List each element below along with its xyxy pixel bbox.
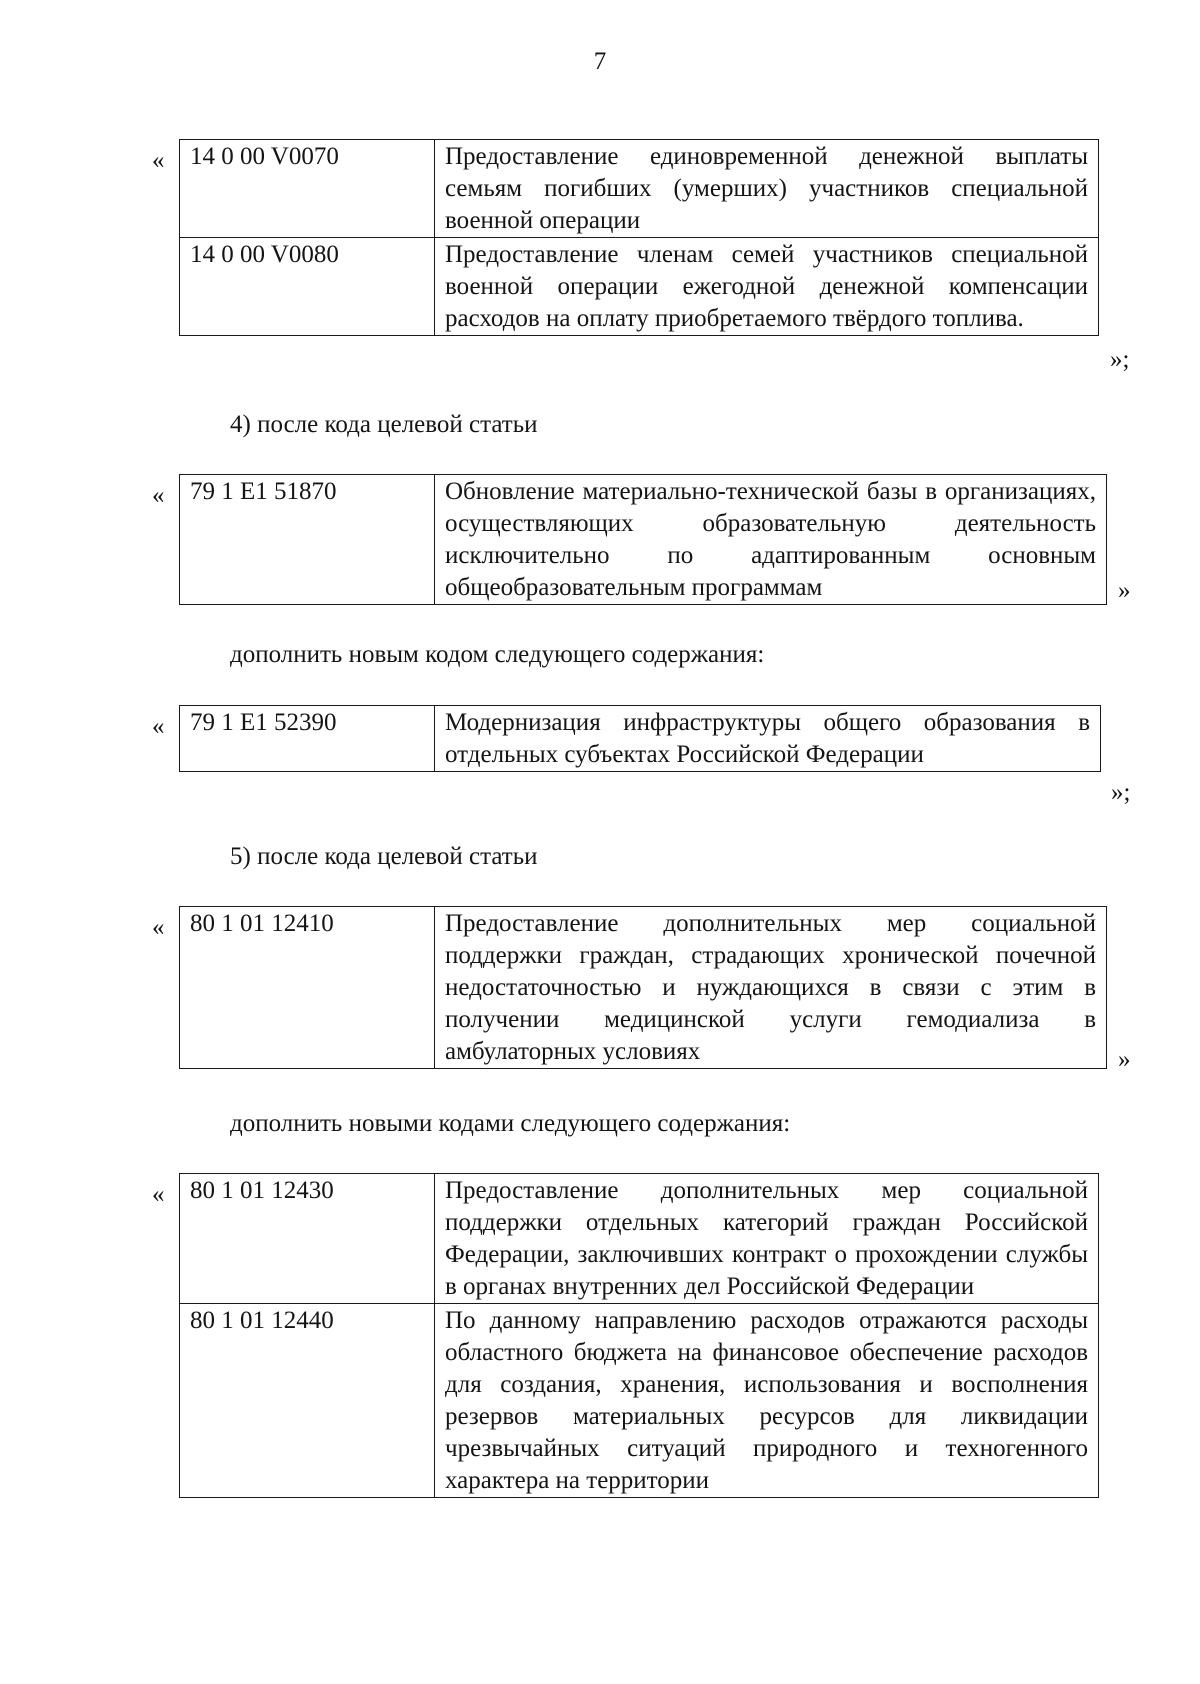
code-table (179, 474, 1107, 605)
page-number: 7 (593, 48, 607, 75)
code-cell: 14 0 00 V0070 (180, 140, 435, 238)
code-cell: 14 0 00 V0080 (180, 238, 435, 336)
code-cell: 79 1 E1 52390 (180, 706, 435, 772)
opening-quote: « (152, 713, 165, 740)
closing-quote: »; (1111, 779, 1131, 806)
code-cell: 80 1 01 12430 (180, 1174, 435, 1304)
description-cell: Предоставление членам семей участников специальной военной операции ежегодной денежной компенсации расходов на оплату приобретаемого твёрдого топлива. (435, 238, 1099, 336)
code-table (179, 705, 1101, 772)
opening-quote: « (152, 482, 165, 509)
instruction-text: дополнить новым кодом следующего содержания: (230, 641, 765, 668)
table-row (180, 238, 1099, 336)
instruction-text: 5) после кода целевой статьи (230, 843, 538, 870)
code-cell: 79 1 E1 51870 (180, 475, 435, 605)
table-row (180, 706, 1101, 772)
code-table (179, 139, 1099, 336)
description-cell: Обновление материально-технической базы в организациях, осуществляющих образовательную деятельность исключительно по адаптированным основным общеобразовательным программам (435, 475, 1107, 605)
closing-quote: » (1118, 1046, 1131, 1073)
code-table (179, 1173, 1099, 1498)
opening-quote: « (152, 914, 165, 941)
code-cell: 80 1 01 12410 (180, 907, 435, 1069)
table-row (180, 475, 1107, 605)
code-cell: 80 1 01 12440 (180, 1304, 435, 1498)
opening-quote: « (152, 147, 165, 174)
code-table (179, 906, 1107, 1069)
description-cell: Предоставление единовременной денежной выплаты семьям погибших (умерших) участников специальной военной операции (435, 140, 1099, 238)
description-cell: Предоставление дополнительных мер социальной поддержки отдельных категорий граждан Российской Федерации, заключивших контракт о прохождении службы в органах внутренних дел Российской Федерации (435, 1174, 1099, 1304)
table-row (180, 907, 1107, 1069)
description-cell: Модернизация инфраструктуры общего образования в отдельных субъектах Российской Федерации (435, 706, 1101, 772)
description-cell: По данному направлению расходов отражаются расходы областного бюджета на финансовое обеспечение расходов для создания, хранения, использования и восполнения резервов материальных ресурсов для ликвидации чрезвычайных ситуаций природного и техногенного характера на территории (435, 1304, 1099, 1498)
table-row (180, 1174, 1099, 1304)
description-cell: Предоставление дополнительных мер социальной поддержки граждан, страдающих хронической почечной недостаточностью и нуждающихся в связи с этим в получении медицинской услуги гемодиализа в амбулаторных условиях (435, 907, 1107, 1069)
closing-quote: » (1118, 577, 1131, 604)
opening-quote: « (152, 1181, 165, 1208)
table-row (180, 1304, 1099, 1498)
instruction-text: 4) после кода целевой статьи (230, 411, 538, 438)
instruction-text: дополнить новыми кодами следующего содержания: (230, 1110, 791, 1137)
table-row (180, 140, 1099, 238)
closing-quote: »; (1110, 346, 1130, 373)
